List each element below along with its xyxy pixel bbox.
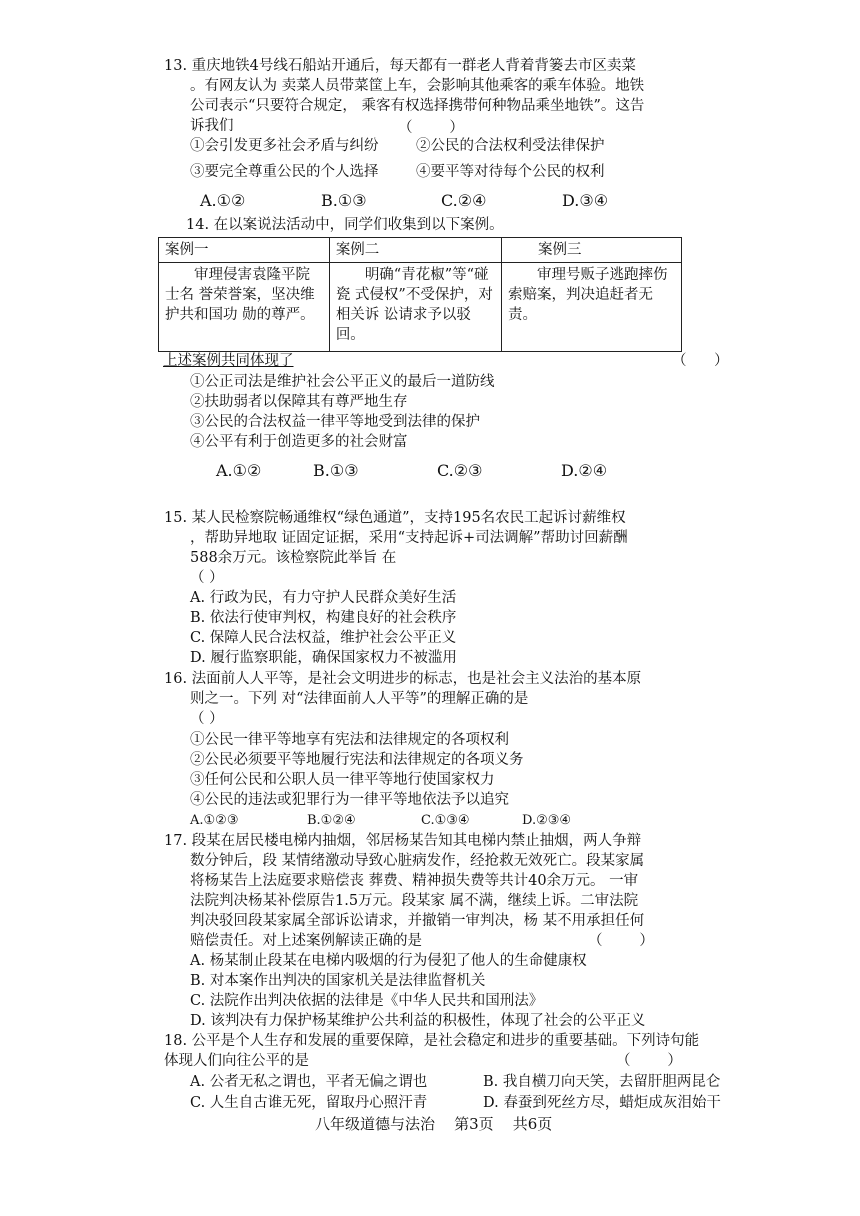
q13-line-4: 诉我们 — [190, 118, 234, 134]
q15-line-3: 588余万元。该检察院此举旨 在 — [190, 550, 397, 566]
q14-choice-a: A.①② — [216, 461, 262, 480]
q14-statement-1: ①公正司法是维护社会公平正义的最后一道防线 — [190, 374, 495, 390]
q15-answer-paren: （ ） — [190, 570, 224, 586]
q13-statement-4: ④要平等对待每个公民的权利 — [416, 164, 605, 180]
q16-statement-4: ④公民的违法或犯罪行为一律平等地依法予以追究 — [190, 792, 509, 808]
q14-choice-d: D.②④ — [561, 461, 608, 480]
page-footer: 八年级道德与法治 第3页 共6页 — [315, 1115, 553, 1133]
q17-line-2: 数分钟后，段 某情绪激动导致心脏病发作，经抢救无效死亡。段某家属 — [190, 853, 645, 869]
q13-line-1: 13. 重庆地铁4号线石船站开通后，每天都有一群老人背着背篓去市区卖菜 — [164, 58, 636, 74]
q14-case-header-2: 案例二 — [329, 238, 501, 263]
q15-option-b: B. 依法行使审判权，构建良好的社会秩序 — [190, 610, 457, 626]
q15-line-1: 15. 某人民检察院畅通维权“绿色通道”，支持195名农民工起诉讨薪维权 — [164, 510, 626, 526]
q14-case-cell-2: 明确“青花椒”等“碰瓷 式侵权”不受保护，对相关诉 讼请求予以驳回。 — [335, 267, 493, 343]
q14-case-cell-1: 审理侵害袁隆平院士名 誉荣誉案，坚决维护共和国功 勋的尊严。 — [165, 267, 315, 323]
q16-choice-a: A.①②③ — [190, 813, 239, 828]
q13-answer-paren: （ ） — [398, 120, 464, 136]
q14-statement-2: ②扶助弱者以保障其有尊严地生存 — [190, 394, 408, 410]
q14-choice-b: B.①③ — [313, 461, 359, 480]
q16-choice-d: D.②③④ — [522, 813, 572, 828]
q17-line-4: 法院判决杨某补偿原告1.5万元。段某家 属不满，继续上诉。二审法院 — [190, 893, 639, 909]
q17-option-b: B. 对本案作出判决的国家机关是法律监督机关 — [190, 973, 486, 989]
q13-statement-1: ①会引发更多社会矛盾与纠纷 — [190, 138, 379, 154]
q16-answer-paren: （ ） — [190, 711, 224, 727]
q17-line-5: 判决驳回段某家属全部诉讼请求，并撤销一审判决，杨 某不用承担任何 — [190, 913, 645, 929]
q15-option-d: D. 履行监察职能，确保国家权力不被滥用 — [190, 650, 457, 666]
q18-option-a: A. 公者无私之谓也，平者无偏之谓也 — [190, 1074, 428, 1090]
q14-statement-4: ④公平有利于创造更多的社会财富 — [190, 434, 408, 450]
q18-option-b: B. 我自横刀向天笑，去留肝胆两昆仑 — [483, 1074, 721, 1090]
q13-line-3: 公司表示“只要符合规定， 乘客有权选择携带何种物品乘坐地铁”。这告 — [190, 98, 645, 114]
q14-statement-3: ③公民的合法权益一律平等地受到法律的保护 — [190, 414, 480, 430]
q17-answer-paren: （ ） — [588, 933, 654, 949]
q13-choice-c: C.②④ — [441, 191, 487, 210]
q14-answer-paren: （ ） — [672, 353, 729, 369]
q16-line-1: 16. 法面前人人平等，是社会文明进步的标志，也是社会主义法治的基本原 — [164, 671, 642, 687]
q16-statement-1: ①公民一律平等地享有宪法和法律规定的各项权利 — [190, 732, 509, 748]
q17-line-3: 将杨某告上法庭要求赔偿丧 葬费、精神损失费等共计40余万元。 一审 — [190, 873, 639, 889]
q17-line-6: 赔偿责任。对上述案例解读正确的是 — [190, 933, 422, 949]
q18-line-1: 18. 公平是个人生存和发展的重要保障，是社会稳定和进步的重要基础。下列诗句能 — [164, 1033, 700, 1049]
q17-option-c: C. 法院作出判决依据的法律是《中华人民共和国刑法》 — [190, 993, 544, 1009]
q17-option-d: D. 该判决有力保护杨某维护公共利益的积极性，体现了社会的公平正义 — [190, 1013, 646, 1029]
q18-line-2: 体现人们向往公平的是 — [164, 1053, 309, 1069]
q13-line-2: 。有网友认为 卖菜人员带菜筐上车，会影响其他乘客的乘车体验。地铁 — [190, 78, 645, 94]
q13-choice-d: D.③④ — [562, 191, 609, 210]
q13-choice-b: B.①③ — [321, 191, 367, 210]
q16-statement-3: ③任何公民和公职人员一律平等地行使国家权力 — [190, 772, 495, 788]
q18-answer-paren: （ ） — [616, 1053, 682, 1069]
q14-intro: 14. 在以案说法活动中，同学们收集到以下案例。 — [186, 217, 504, 233]
q15-line-2: ，帮助异地取 证固定证据，采用“支持起诉+司法调解”帮助讨回薪酬 — [190, 530, 628, 546]
q14-case-table — [158, 237, 682, 352]
q15-option-c: C. 保障人民合法权益，维护社会公平正义 — [190, 630, 457, 646]
q18-option-d: D. 春蚕到死丝方尽，蜡炬成灰泪始干 — [483, 1095, 721, 1111]
q14-case-cell-3: 审理号贩子逃跑摔伤 索赔案，判决追赶者无责。 — [508, 267, 668, 323]
q18-option-c: C. 人生自古谁无死，留取丹心照汗青 — [190, 1095, 428, 1111]
q16-statement-2: ②公民必须要平等地履行宪法和法律规定的各项义务 — [190, 752, 524, 768]
q15-option-a: A. 行政为民，有力守护人民群众美好生活 — [190, 590, 457, 606]
q14-choice-c: C.②③ — [437, 461, 483, 480]
q16-line-2: 则之一。下列 对“法律面前人人平等”的理解正确的是 — [190, 691, 529, 707]
q13-choice-a: A.①② — [200, 191, 246, 210]
q14-case-header-1: 案例一 — [159, 238, 330, 263]
q16-choice-c: C.①③④ — [421, 813, 470, 828]
q14-case-header-3: 案例三 — [502, 238, 682, 263]
q13-statement-3: ③要完全尊重公民的个人选择 — [190, 164, 379, 180]
q14-stem: 上述案例共同体现了 — [163, 353, 294, 369]
q13-statement-2: ②公民的合法权利受法律保护 — [416, 138, 605, 154]
q17-line-1: 17. 段某在居民楼电梯内抽烟，邻居杨某告知其电梯内禁止抽烟，两人争辩 — [164, 833, 642, 849]
q16-choice-b: B.①②④ — [307, 813, 356, 828]
q17-option-a: A. 杨某制止段某在电梯内吸烟的行为侵犯了他人的生命健康权 — [190, 953, 587, 969]
